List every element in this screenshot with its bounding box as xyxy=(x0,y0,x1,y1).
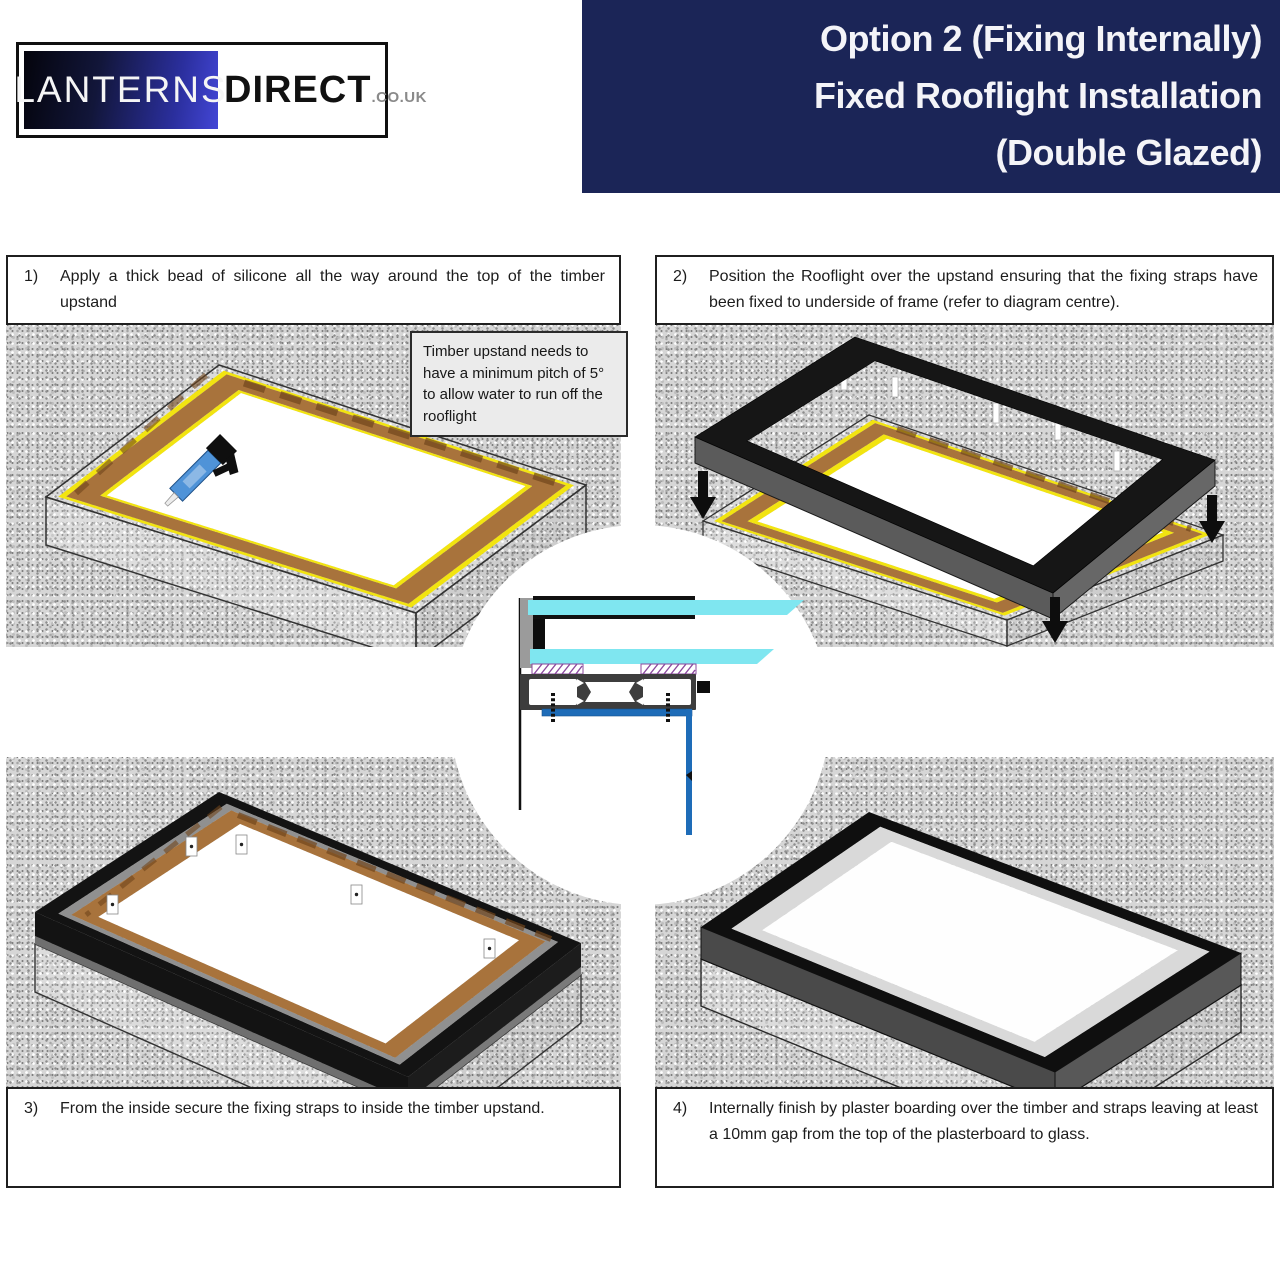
title-line-3: (Double Glazed) xyxy=(995,132,1262,173)
step4-text: Internally finish by plaster boarding over the timber and straps leaving at least a 10mm gap from the top of the plasterboard to glass. xyxy=(709,1100,1258,1143)
inner-glass-pane xyxy=(530,649,774,664)
glass-edge xyxy=(533,596,695,600)
step3-number: 3) xyxy=(24,1100,39,1117)
logo-brand-left: LANTERNS xyxy=(14,69,228,110)
title-line-2: Fixed Rooflight Installation xyxy=(814,75,1262,116)
step3-caption xyxy=(6,1087,621,1188)
step2-text: Position the Rooflight over the upstand ensuring that the fixing straps have been fixed to underside of frame (refer to diagram centre). xyxy=(709,268,1258,311)
fixing-strap xyxy=(542,709,692,835)
step2-number: 2) xyxy=(673,268,688,285)
step4-number: 4) xyxy=(673,1100,688,1117)
gasket-tape xyxy=(532,664,696,674)
frame-nub xyxy=(697,681,710,693)
step1-number: 1) xyxy=(24,268,39,285)
logo-brand-right: DIRECT xyxy=(224,68,372,111)
step3-text: From the inside secure the fixing straps to inside the timber upstand. xyxy=(60,1100,545,1117)
step2-caption xyxy=(655,255,1274,325)
frame-cross-section-diagram xyxy=(450,525,830,905)
pitch-note: Timber upstand needs to have a minimum pitch of 5° to allow water to run off the rooflight xyxy=(410,331,628,437)
step4-caption xyxy=(655,1087,1274,1188)
title-banner xyxy=(582,0,1280,193)
step1-text: Apply a thick bead of silicone all the way around the top of the timber upstand xyxy=(60,268,605,311)
cross-section-detail xyxy=(450,525,830,905)
title-line-1: Option 2 (Fixing Internally) xyxy=(819,18,1262,59)
step1-caption xyxy=(6,255,621,325)
glass-edge xyxy=(533,615,695,619)
logo-blue-panel xyxy=(14,51,228,129)
logo-tld: .CO.UK xyxy=(371,88,427,106)
lanterns-direct-logo xyxy=(14,42,427,138)
outer-glass-pane xyxy=(528,600,804,615)
frame-profile xyxy=(520,674,710,710)
